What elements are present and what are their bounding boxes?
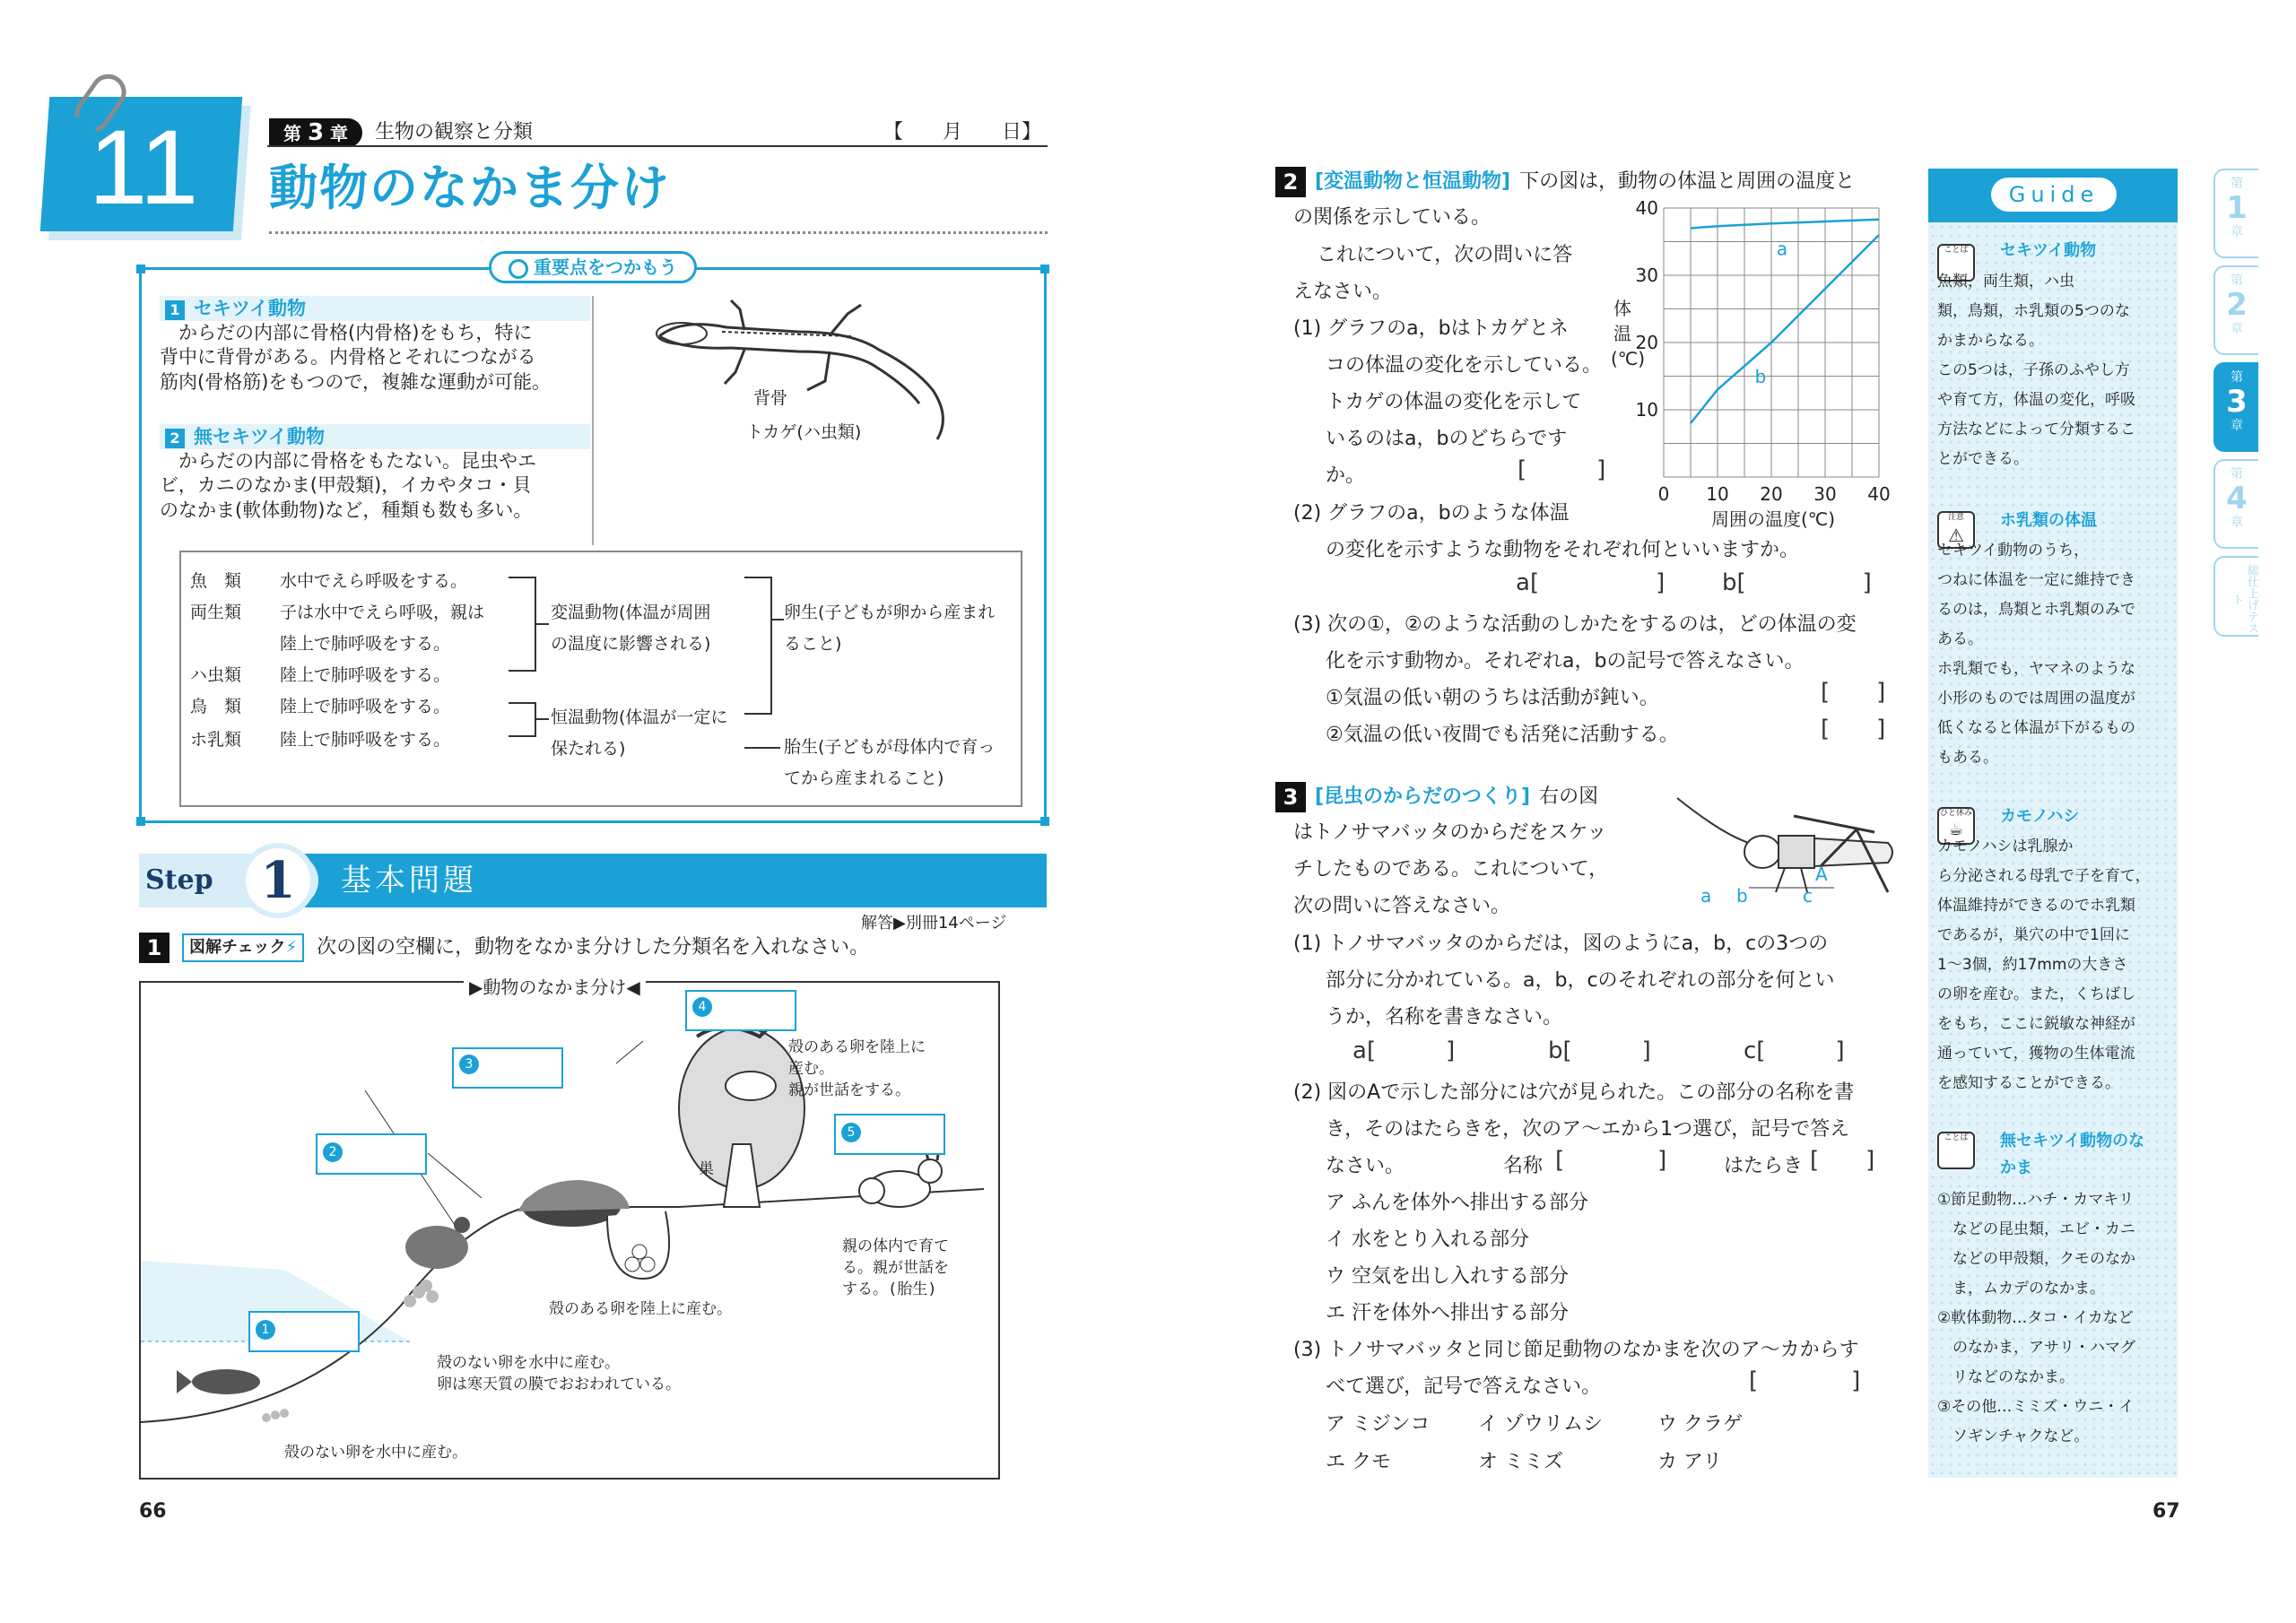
series-line-b: [1691, 235, 1879, 423]
y-tick-label: 40: [1635, 199, 1658, 219]
key-points-text: 重要点をつかもう: [534, 256, 677, 278]
question-1-header: [139, 933, 869, 963]
guide-heading: ホ乳類の体温: [2000, 511, 2097, 530]
section-body: からだの内部に骨格(内骨格)をもち，特に 背中に背骨がある。内骨格とそれにつながる 筋肉(骨格筋)をもつので，複雑な運動が可能。: [160, 322, 551, 393]
guide-heading: セキツイ動物: [2000, 241, 2097, 260]
fig-label-A: A: [1815, 864, 1828, 885]
page-number-right: 67: [2152, 1500, 2180, 1523]
question-text: 下の図は，動物の体温と周囲の温度と: [1519, 169, 1856, 193]
question-topic: [変温動物と恒温動物]: [1315, 169, 1511, 193]
choice-item: エ 汗を体外へ排出する部分: [1326, 1302, 1569, 1324]
diagram-check-tag: 図解チェック⚡: [182, 933, 304, 961]
answer-reference: 解答▶別冊14ページ: [861, 914, 1007, 933]
birth-category: ること): [784, 634, 842, 654]
choice-item: イ 水をとり入れる部分: [1326, 1228, 1529, 1251]
chapter-tab-4[interactable]: 第 4 章: [2213, 459, 2258, 549]
fig-label-c: c: [1803, 885, 1813, 907]
chapter-badge: [269, 118, 362, 147]
y-tick-label: 30: [1635, 265, 1658, 286]
group-desc: 陸上で肺呼吸をする。: [280, 730, 451, 750]
question-number: 3: [1275, 782, 1306, 812]
choice-item: カ アリ: [1657, 1451, 1723, 1473]
lesson-number: 11: [88, 108, 199, 227]
subquestion-text: (1) グラフのa，bはトカゲとネ: [1293, 317, 1569, 340]
diagram-title: ▶動物のなかま分け◀: [464, 976, 646, 999]
section-heading: 2 無セキツイ動物: [160, 424, 590, 449]
group-desc: 子は水中でえら呼吸，親は: [280, 603, 485, 622]
chapter-number: 3: [307, 119, 325, 146]
answer-blank-a[interactable]: a[ ]: [1352, 1037, 1456, 1064]
fig-label-a: a: [1700, 885, 1712, 907]
y-tick-label: 20: [1635, 332, 1658, 353]
step-label: Step: [145, 864, 213, 896]
temp-category: 保たれる): [551, 739, 626, 759]
fish-illustration: [192, 1369, 260, 1394]
question-number: 2: [1275, 167, 1306, 197]
coffee-break-icon: ひと休み ☕: [1937, 807, 1975, 845]
birth-category: 胎生(子どもが母体内で育っ: [784, 737, 996, 757]
answer-blank-b[interactable]: b[ ]: [1722, 569, 1872, 596]
subquestion-text: 部分に分かれている。a，b，cのそれぞれの部分を何とい: [1326, 969, 1835, 992]
subquestion-text: 化を示す動物か。それぞれa，bの記号で答えなさい。: [1326, 650, 1805, 673]
box-number: 5: [841, 1123, 861, 1142]
subquestion-text: (1) トノサマバッタのからだは，図のようにa，b，cの3つの: [1293, 933, 1829, 955]
chart-ylabel: 体温(℃): [1611, 298, 1646, 369]
chapter-suffix: 章: [330, 123, 349, 144]
choice-item: ア ふんを体外へ排出する部分: [1326, 1192, 1588, 1214]
answer-blank[interactable]: [ ]: [1821, 716, 1886, 742]
temp-category: 変温動物(体温が周囲: [551, 603, 711, 622]
temperature-chart: [1632, 199, 1901, 531]
question-text: 右の図: [1539, 785, 1599, 808]
fish-label: 殻のない卵を水中に産む。: [284, 1444, 467, 1462]
page-title: 動物のなかま分け: [269, 160, 671, 216]
lizard-caption: トカゲ(ハ虫類): [746, 422, 862, 442]
question-text: はトノサマバッタのからだをスケッ: [1293, 821, 1607, 844]
answer-blank-c[interactable]: c[ ]: [1744, 1037, 1845, 1064]
subquestion-text: べて選び，記号で答えなさい。: [1326, 1376, 1602, 1398]
guide-text: カモノハシは乳腺か ら分泌される母乳で子を育て， 体温維持ができるのでホ乳類 であるが，巣穴の中で1回に 1～3個，約17mmの大きさ の卵を産む。また，くちばし をもち，ここに鋭敏な神経が 通っていて，獲物の生体電流 を感知することができる。: [1937, 838, 2151, 1092]
choice-item: エ クモ: [1326, 1451, 1391, 1473]
subquestion-text: (2) グラフのa，bのような体温: [1293, 502, 1570, 525]
fig-label-b: b: [1736, 885, 1748, 907]
group-desc: 陸上で肺呼吸をする。: [280, 665, 451, 685]
nest-label: 巣: [699, 1160, 714, 1178]
page-number-left: 66: [139, 1500, 167, 1523]
section-1: [160, 296, 590, 395]
group-desc: 陸上で肺呼吸をする。: [280, 697, 451, 716]
box-number: 1: [256, 1320, 275, 1340]
answer-blank[interactable]: [ ]: [1810, 1147, 1875, 1174]
answer-blank[interactable]: [ ]: [1749, 1367, 1861, 1394]
classification-table: [179, 551, 1022, 807]
function-label: はたらき: [1724, 1155, 1804, 1177]
word-icon: ことば: [1937, 244, 1975, 282]
choice-item: ウ 空気を出し入れする部分: [1326, 1265, 1569, 1288]
header-rule: [267, 145, 1048, 147]
question-topic: [昆虫のからだのつくり]: [1315, 785, 1531, 808]
box-number: 3: [459, 1055, 479, 1074]
question-text: の関係を示している。: [1293, 206, 1492, 229]
box-number: 4: [692, 997, 712, 1017]
question-number: 1: [139, 933, 170, 963]
subquestion-text: き，そのはたらきを，次のア～エから1つ選び，記号で答え: [1326, 1118, 1850, 1141]
birth-category: てから産まれること): [784, 768, 944, 788]
question-text: これについて，次の問いに答: [1317, 244, 1573, 266]
choice-item: ア ミジンコ: [1326, 1413, 1431, 1436]
subquestion-text: うか，名称を書きなさい。: [1326, 1006, 1563, 1028]
answer-blank[interactable]: [ ]: [1518, 456, 1606, 483]
choice-item: ウ クラゲ: [1657, 1413, 1743, 1436]
guide-text: ①節足動物…ハチ・カマキリ などの昆虫類，エビ・カニ などの甲殻類，クモのなか ま，ムカデのなかま。 ②軟体動物…タコ・イカなど のなかま，アサリ・ハマグ リなどのなかま。 ③その他…ミミズ・ウニ・イ ソギンチャクなど。: [1937, 1191, 2135, 1445]
group-mammal: ホ乳類: [190, 730, 242, 750]
group-desc: 陸上で肺呼吸をする。: [280, 634, 451, 654]
subquestion-text: トカゲの体温の変化を示して: [1326, 391, 1582, 413]
title-divider: [269, 231, 1048, 234]
section-heading: 1 セキツイ動物: [160, 296, 590, 321]
guide-text: セキツイ動物のうち， つねに体温を一定に維持でき るのは，鳥類とホ乳類のみで ある。 ホ乳類でも，ヤマネのような 小形のものでは周囲の温度が 低くなると体温が下がるもの もある。: [1937, 542, 2135, 767]
key-points-label: [489, 251, 697, 283]
chapter-prefix: 第: [283, 123, 301, 144]
answer-blank[interactable]: [ ]: [1821, 679, 1886, 706]
answer-blank-a[interactable]: a[ ]: [1516, 569, 1665, 596]
y-tick-label: 10: [1635, 399, 1658, 421]
subquestion-text: (2) 図のAで示した部分には穴が見られた。この部分の名称を書: [1293, 1081, 1855, 1104]
classification-diagram: [139, 976, 1000, 1480]
question-text: チしたものである。これについて，: [1293, 858, 1609, 881]
temp-category: 恒温動物(体温が一定に: [551, 707, 728, 727]
subquestion-text: なさい。: [1326, 1155, 1405, 1177]
guide-text: 魚類，両生類，ハ虫 類，鳥類，ホ乳類の5つのな かまからなる。 この5つは，子孫のふやし方 や育て方，体温の変化，呼吸 方法などによって分類するこ とができる。: [1937, 273, 2135, 468]
guide-heading: カモノハシ: [2000, 807, 2080, 826]
group-reptile: ハ虫類: [190, 665, 242, 685]
subquestion-text: (3) トノサマバッタと同じ節足動物のなかまを次のア～カからす: [1293, 1339, 1859, 1361]
group-fish: 魚 類: [190, 571, 242, 591]
subquestion-text: の変化を示すような動物をそれぞれ何といいますか。: [1326, 539, 1800, 561]
subquestion-text: ②気温の低い夜間でも活発に活動する。: [1326, 724, 1679, 746]
x-tick-label: 0: [1657, 483, 1670, 505]
guide-title: Guide: [1991, 178, 2117, 212]
guide-heading: 無セキツイ動物のな かま: [2000, 1132, 2145, 1177]
x-tick-label: 40: [1867, 483, 1891, 505]
question-text: 次の図の空欄に，動物をなかま分けした分類名を入れなさい。: [317, 935, 870, 959]
amphibian-label: 殻のない卵を水中に産む。 卵は寒天質の膜でおおわれている。: [437, 1354, 681, 1393]
chapter-name: 生物の観察と分類: [375, 121, 534, 143]
section-body: からだの内部に骨格をもたない。昆虫やエ ビ，カニのなかま(甲殻類)，イカやタコ・貝 のなかま(軟体動物)など，種類も数も多い。: [160, 450, 536, 521]
question-2-header: [1275, 167, 1855, 197]
step-title: 基本問題: [341, 863, 477, 898]
birth-category: 卵生(子どもが卵から産まれ: [784, 603, 996, 622]
group-desc: 水中でえら呼吸をする。: [280, 571, 468, 591]
final-test-tab[interactable]: 総仕上げテスト: [2213, 556, 2258, 637]
box-number: 2: [323, 1142, 343, 1162]
subquestion-text: コの体温の変化を示している。: [1326, 354, 1603, 377]
subquestion-text: ①気温の低い朝のうちは活動が鈍い。: [1326, 687, 1659, 709]
name-label: 名称: [1503, 1155, 1544, 1177]
group-bird: 鳥 類: [190, 697, 242, 716]
question-text: 次の問いに答えなさい。: [1293, 895, 1511, 917]
x-tick-label: 10: [1706, 483, 1729, 505]
grasshopper-illustration: [1650, 780, 1901, 906]
answer-blank-b[interactable]: b[ ]: [1548, 1037, 1651, 1064]
word-icon: ことば: [1937, 1132, 1975, 1169]
mammal-label: 親の体内で育て る。親が世話を する。(胎生): [842, 1237, 949, 1298]
question-3-header: [1275, 782, 1598, 812]
section-divider: [592, 296, 594, 545]
step-number: 1: [240, 843, 316, 918]
chapter-tab-1[interactable]: 第 1 章: [2213, 169, 2258, 258]
subquestion-text: (3) 次の①，②のような活動のしかたをするのは，どの体温の変: [1293, 613, 1857, 636]
series-label-a: a: [1776, 238, 1788, 260]
subquestion-text: いるのはa，bのどちらです: [1326, 428, 1568, 450]
x-tick-label: 30: [1813, 483, 1837, 505]
x-tick-label: 20: [1760, 483, 1783, 505]
reptile-label: 殻のある卵を陸上に産む。: [549, 1300, 732, 1318]
temp-category: の温度に影響される): [551, 634, 711, 654]
group-amphibian: 両生類: [190, 603, 242, 622]
chart-xlabel: 周囲の温度(℃): [1711, 508, 1836, 530]
series-line-a: [1691, 220, 1879, 229]
subquestion-text: か。: [1326, 464, 1366, 487]
lizard-backbone-label: 背骨: [753, 388, 788, 408]
lightning-icon: ⚡: [285, 938, 298, 958]
choice-item: イ ゾウリムシ: [1478, 1413, 1603, 1436]
question-text: えなさい。: [1293, 281, 1393, 303]
answer-blank[interactable]: [ ]: [1555, 1147, 1667, 1174]
warning-icon: 注意 ⚠: [1937, 511, 1975, 549]
chapter-tab-3[interactable]: 第 3 章: [2213, 362, 2258, 452]
bird-label: 殻のある卵を陸上に 産む。 親が世話をする。: [788, 1038, 926, 1099]
series-label-b: b: [1754, 366, 1767, 387]
target-icon: [509, 259, 528, 279]
section-2: [160, 424, 590, 523]
date-field: 【 月 日】: [883, 121, 1042, 143]
chapter-tab-2[interactable]: 第 2 章: [2213, 265, 2258, 355]
choice-item: オ ミミズ: [1478, 1451, 1563, 1473]
